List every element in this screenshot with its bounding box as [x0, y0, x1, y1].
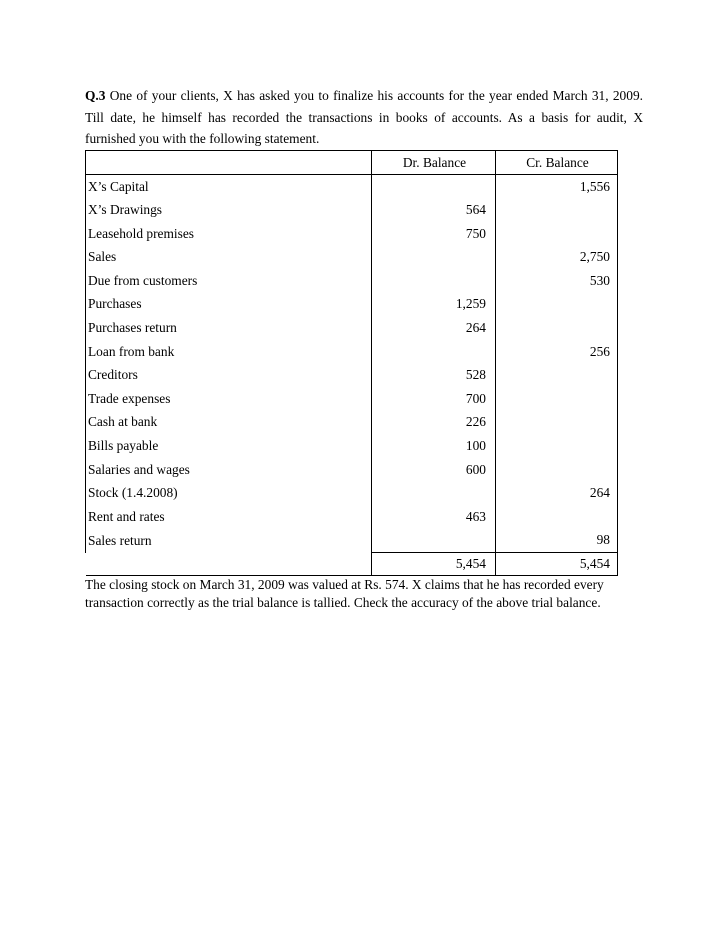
account-name-cell: Purchases	[86, 292, 372, 316]
dr-balance-cell: 600	[372, 458, 496, 482]
dr-balance-cell	[372, 174, 496, 198]
total-label-cell	[86, 553, 372, 576]
dr-balance-cell: 700	[372, 387, 496, 411]
dr-balance-cell: 750	[372, 222, 496, 246]
table-row	[86, 340, 618, 364]
cr-balance-cell: 2,750	[495, 245, 617, 269]
table-row	[86, 528, 618, 552]
cr-balance-cell	[495, 410, 617, 434]
question-label: Q.3	[85, 88, 106, 103]
account-name-cell: X’s Capital	[86, 174, 372, 198]
cr-balance-cell	[495, 434, 617, 458]
account-name-cell: Stock (1.4.2008)	[86, 481, 372, 505]
table-row	[86, 269, 618, 293]
dr-balance-cell: 100	[372, 434, 496, 458]
table-row	[86, 505, 618, 529]
table-row	[86, 174, 618, 198]
table-row	[86, 363, 618, 387]
table-row	[86, 245, 618, 269]
dr-total-cell: 5,454	[372, 553, 496, 576]
table-row	[86, 458, 618, 482]
document-page	[85, 85, 643, 612]
dr-balance-cell	[372, 528, 496, 552]
cr-balance-cell: 264	[495, 481, 617, 505]
account-name-cell: Sales	[86, 245, 372, 269]
dr-balance-cell: 1,259	[372, 292, 496, 316]
question-paragraph	[85, 85, 643, 150]
table-row	[86, 481, 618, 505]
cr-balance-cell	[495, 458, 617, 482]
dr-balance-cell	[372, 340, 496, 364]
cr-balance-cell	[495, 198, 617, 222]
dr-balance-cell	[372, 269, 496, 293]
table-row	[86, 316, 618, 340]
dr-balance-cell: 226	[372, 410, 496, 434]
table-header-row	[86, 150, 618, 174]
table-row	[86, 410, 618, 434]
dr-balance-cell: 264	[372, 316, 496, 340]
cr-balance-cell: 1,556	[495, 174, 617, 198]
header-dr-balance: Dr. Balance	[372, 150, 496, 174]
account-name-cell: Loan from bank	[86, 340, 372, 364]
table-row	[86, 387, 618, 411]
cr-balance-cell	[495, 505, 617, 529]
header-cr-balance: Cr. Balance	[495, 150, 617, 174]
header-particulars	[86, 150, 372, 174]
account-name-cell: X’s Drawings	[86, 198, 372, 222]
dr-balance-cell: 564	[372, 198, 496, 222]
account-name-cell: Salaries and wages	[86, 458, 372, 482]
table-row	[86, 222, 618, 246]
dr-balance-cell: 528	[372, 363, 496, 387]
dr-balance-cell	[372, 245, 496, 269]
cr-balance-cell	[495, 387, 617, 411]
account-name-cell: Trade expenses	[86, 387, 372, 411]
cr-total-cell: 5,454	[495, 553, 617, 576]
cr-balance-cell	[495, 316, 617, 340]
table-row	[86, 198, 618, 222]
cr-balance-cell	[495, 222, 617, 246]
account-name-cell: Rent and rates	[86, 505, 372, 529]
table-row	[86, 292, 618, 316]
total-row	[86, 553, 618, 576]
account-name-cell: Creditors	[86, 363, 372, 387]
question-text: One of your clients, X has asked you to finalize his accounts for the year ended March 31, 2009. Till date, he himself has recorded the transactions in books of accounts. As a basis for audit, X furnished you with the following statement.	[85, 88, 643, 146]
table-row	[86, 434, 618, 458]
account-name-cell: Due from customers	[86, 269, 372, 293]
account-name-cell: Leasehold premises	[86, 222, 372, 246]
cr-balance-cell	[495, 363, 617, 387]
dr-balance-cell	[372, 481, 496, 505]
cr-balance-cell: 256	[495, 340, 617, 364]
dr-balance-cell: 463	[372, 505, 496, 529]
closing-paragraph: The closing stock on March 31, 2009 was valued at Rs. 574. X claims that he has recorded every transaction correctly as the trial balance is tallied. Check the accuracy of the above trial balance.	[85, 577, 604, 610]
cr-balance-cell: 530	[495, 269, 617, 293]
cr-balance-cell: 98	[495, 528, 617, 552]
account-name-cell: Purchases return	[86, 316, 372, 340]
trial-balance-table	[85, 150, 618, 577]
account-name-cell: Sales return	[86, 528, 372, 552]
account-name-cell: Bills payable	[86, 434, 372, 458]
account-name-cell: Cash at bank	[86, 410, 372, 434]
cr-balance-cell	[495, 292, 617, 316]
